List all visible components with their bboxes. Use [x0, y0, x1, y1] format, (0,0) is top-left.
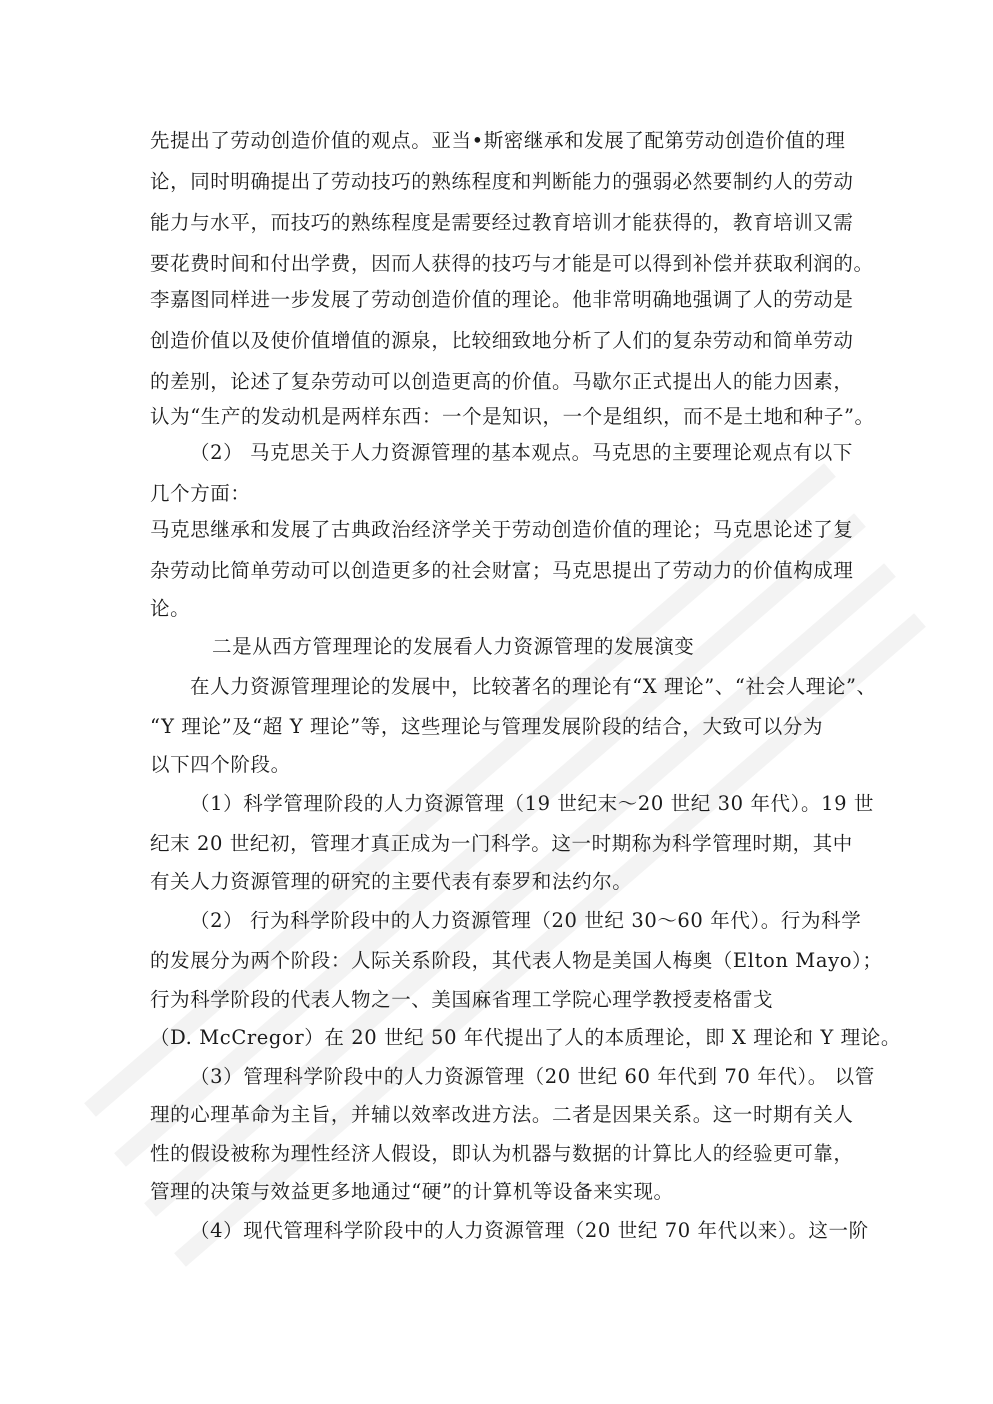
text-line: 的差别，论述了复杂劳动可以创造更高的价值。马歇尔正式提出人的能力因素， — [150, 370, 854, 393]
text-line: “Y 理论”及“超 Y 理论”等，这些理论与管理发展阶段的结合，大致可以分为 — [150, 715, 824, 738]
text-line: （2） 行为科学阶段中的人力资源管理（20 世纪 30～60 年代）。行为科学 — [190, 909, 862, 932]
text-line: 有关人力资源管理的研究的主要代表有泰罗和法约尔。 — [150, 870, 633, 893]
text-line: 纪末 20 世纪初，管理才真正成为一门科学。这一时期称为科学管理时期，其中 — [150, 832, 853, 855]
text-line: 论，同时明确提出了劳动技巧的熟练程度和判断能力的强弱必然要制约人的劳动 — [150, 170, 854, 193]
text-line: 以下四个阶段。 — [150, 753, 291, 776]
text-line: （1）科学管理阶段的人力资源管理（19 世纪末～20 世纪 30 年代）。19 世 — [190, 792, 875, 815]
text-line: 管理的决策与效益更多地通过“硬”的计算机等设备来实现。 — [150, 1180, 674, 1203]
text-line: 杂劳动比简单劳动可以创造更多的社会财富；马克思提出了劳动力的价值构成理 — [150, 559, 854, 582]
text-line: 论。 — [150, 597, 191, 620]
text-line: 的发展分为两个阶段：人际关系阶段，其代表人物是美国人梅奥（Elton Mayo）； — [150, 949, 883, 972]
text-line: 先提出了劳动创造价值的观点。亚当•斯密继承和发展了配第劳动创造价值的理 — [150, 129, 846, 152]
text-line: 认为“生产的发动机是两样东西：一个是知识，一个是组织，而不是土地和种子”。 — [150, 405, 875, 428]
text-line: 马克思继承和发展了古典政治经济学关于劳动创造价值的理论；马克思论述了复 — [150, 518, 854, 541]
text-line: 要花费时间和付出学费，因而人获得的技巧与才能是可以得到补偿并获取利润的。 — [150, 252, 874, 275]
text-line: 行为科学阶段的代表人物之一、美国麻省理工学院心理学教授麦格雷戈 — [150, 988, 774, 1011]
text-line: （4）现代管理科学阶段中的人力资源管理（20 世纪 70 年代以来）。这一阶 — [190, 1219, 869, 1242]
text-line: （3）管理科学阶段中的人力资源管理（20 世纪 60 年代到 70 年代）。 以管 — [190, 1065, 875, 1088]
text-line: 几个方面： — [150, 482, 251, 505]
text-line: （2） 马克思关于人力资源管理的基本观点。马克思的主要理论观点有以下 — [190, 441, 854, 464]
text-line: （D. McCregor）在 20 世纪 50 年代提出了人的本质理论，即 X 理论和 Y 理论。 — [150, 1026, 901, 1049]
text-line: 李嘉图同样进一步发展了劳动创造价值的理论。他非常明确地强调了人的劳动是 — [150, 288, 854, 311]
text-line: 在人力资源管理理论的发展中，比较著名的理论有“X 理论”、“社会人理论”、 — [190, 675, 877, 698]
text-line: 性的假设被称为理性经济人假设，即认为机器与数据的计算比人的经验更可靠， — [150, 1142, 854, 1165]
text-line: 理的心理革命为主旨，并辅以效率改进方法。二者是因果关系。这一时期有关人 — [150, 1103, 854, 1126]
section-heading: 二是从西方管理理论的发展看人力资源管理的发展演变 — [212, 635, 695, 658]
text-line: 创造价值以及使价值增值的源泉，比较细致地分析了人们的复杂劳动和简单劳动 — [150, 329, 854, 352]
text-line: 能力与水平，而技巧的熟练程度是需要经过教育培训才能获得的，教育培训又需 — [150, 211, 854, 234]
